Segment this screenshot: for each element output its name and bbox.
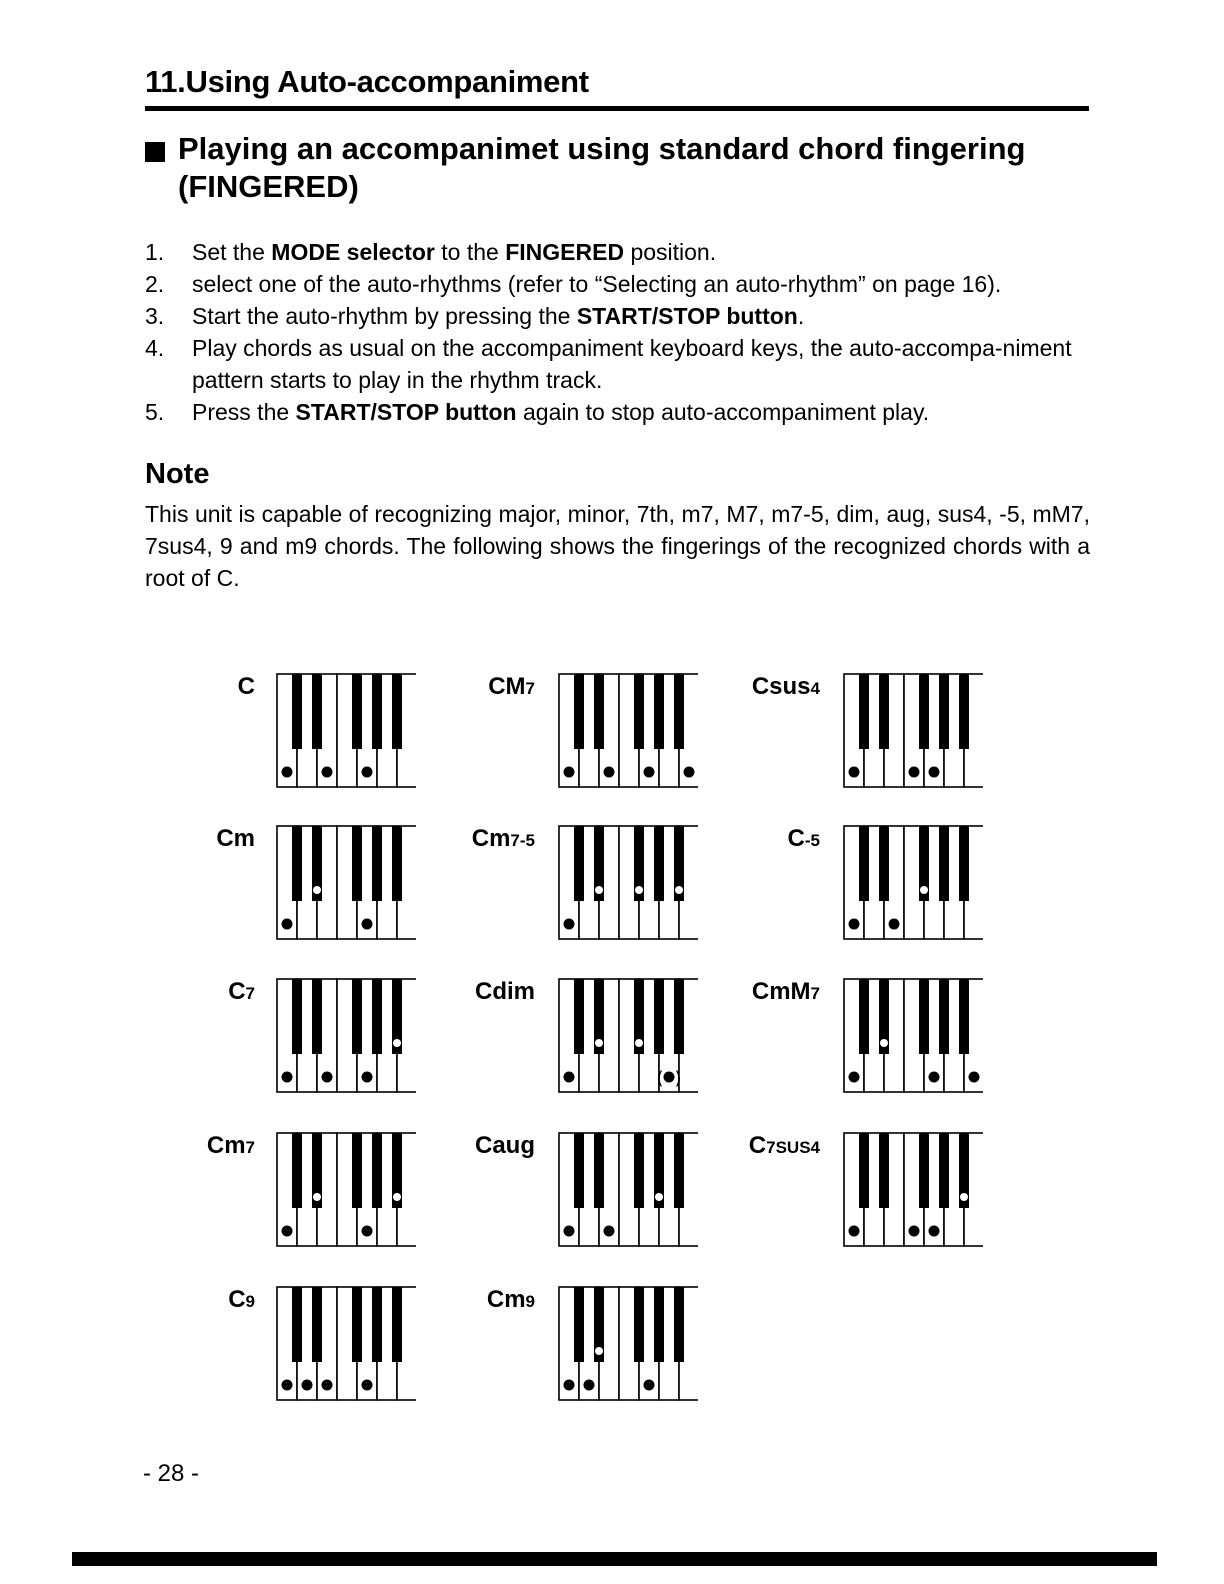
white-key-dot (282, 1072, 293, 1083)
step-text: to the (434, 239, 506, 265)
black-key (654, 979, 664, 1054)
steps-list (145, 236, 1095, 428)
chord-label (145, 673, 255, 701)
black-key-dot (675, 886, 683, 894)
keyboard-diagram (558, 978, 698, 1093)
white-key-dot (969, 1072, 980, 1083)
black-key (312, 674, 322, 749)
black-key (312, 1287, 322, 1362)
white-key-dot (362, 919, 373, 930)
black-key-dot (655, 1193, 663, 1201)
chord-label (145, 978, 255, 1006)
step-number: 2. (145, 271, 165, 297)
black-key-dot (635, 886, 643, 894)
white-key-dot (362, 1072, 373, 1083)
step-item (145, 236, 1095, 268)
white-key-dot (282, 767, 293, 778)
black-key (879, 674, 889, 749)
chord-name: Cdim (475, 978, 535, 1005)
white-key-dot (644, 1380, 655, 1391)
black-key (634, 674, 644, 749)
step-number: 1. (145, 239, 165, 265)
black-key (594, 1133, 604, 1208)
black-key (352, 979, 362, 1054)
black-key-dot (313, 1193, 321, 1201)
chord-name: Csus (751, 673, 811, 700)
black-key (919, 979, 929, 1054)
black-key (859, 1133, 869, 1208)
black-key (292, 826, 302, 901)
white-key-dot (889, 919, 900, 930)
white-key-dot (849, 767, 860, 778)
keyboard-diagram (276, 978, 416, 1093)
step-item (145, 300, 1095, 332)
chord-suffix: 7-5 (510, 831, 535, 850)
chord-label (425, 978, 535, 1006)
white-key-dot (849, 1226, 860, 1237)
black-key (959, 979, 969, 1054)
black-key (919, 674, 929, 749)
chord-suffix: 7SUS4 (766, 1138, 820, 1157)
black-key (674, 1287, 684, 1362)
keyboard-diagram (276, 673, 416, 788)
black-key (859, 826, 869, 901)
keyboard-diagram (843, 1132, 983, 1247)
black-key (292, 674, 302, 749)
white-key-dot (282, 919, 293, 930)
black-key-dot (960, 1193, 968, 1201)
black-key (654, 826, 664, 901)
black-key (879, 1133, 889, 1208)
white-key-dot (282, 1380, 293, 1391)
step-emphasis: MODE selector (271, 239, 435, 265)
white-key-dot (564, 1072, 575, 1083)
optional-note-paren: ( (656, 1068, 664, 1089)
chord-label (710, 673, 820, 701)
step-text: Set the (192, 239, 272, 265)
black-key (634, 1133, 644, 1208)
chord-name: Cm (206, 1132, 246, 1159)
white-key-dot (322, 767, 333, 778)
black-key-dot (393, 1039, 401, 1047)
step-text: Play chords as usual on the accompaniment keyboard keys, the auto-accompa-niment pattern starts to play in the rhythm track. (192, 335, 1072, 393)
keyboard-diagram (558, 1286, 698, 1401)
black-key (939, 826, 949, 901)
black-key (674, 979, 684, 1054)
step-text: Start the auto-rhythm by pressing the (192, 303, 577, 329)
note-body: This unit is capable of recognizing major, minor, 7th, m7, M7, m7-5, dim, aug, sus4, -5, mM7, 7sus4, 9 and m9 chords. The following shows the fingerings of the recognized chords with a root of C. (145, 501, 1090, 591)
keyboard-diagram (843, 673, 983, 788)
black-key (879, 826, 889, 901)
white-key-dot (362, 767, 373, 778)
black-key-dot (595, 1039, 603, 1047)
chord-label (145, 1286, 255, 1314)
black-key (574, 826, 584, 901)
black-key-dot (880, 1039, 888, 1047)
step-item (145, 268, 1095, 300)
black-key (292, 979, 302, 1054)
chord-name: C (228, 1286, 246, 1313)
note-title: Note (145, 458, 210, 490)
step-item (145, 396, 1095, 428)
chord-name: Cm (486, 1286, 526, 1313)
chord-suffix: 9 (245, 1292, 255, 1311)
white-key-dot (322, 1380, 333, 1391)
black-key-dot (393, 1193, 401, 1201)
black-key (674, 1133, 684, 1208)
step-text: select one of the auto-rhythms (refer to “Selecting an auto-rhythm” on page 16). (192, 271, 1002, 297)
black-key (634, 1287, 644, 1362)
black-key (372, 674, 382, 749)
white-key-dot (362, 1380, 373, 1391)
white-key-dot (684, 767, 695, 778)
chord-name: Caug (475, 1132, 535, 1159)
chord-suffix: 4 (810, 679, 820, 698)
heading-text: Playing an accompanimet using standard chord fingering (FINGERED) (178, 131, 1026, 204)
page-number: - 28 - (143, 1460, 200, 1487)
black-key (674, 674, 684, 749)
white-key-dot (564, 767, 575, 778)
black-key (574, 1287, 584, 1362)
white-key-dot (929, 1226, 940, 1237)
optional-note-paren: ) (674, 1068, 682, 1089)
black-key (574, 979, 584, 1054)
square-bullet-icon (145, 142, 165, 162)
chord-name: CM (488, 673, 526, 700)
black-key (292, 1133, 302, 1208)
black-key-dot (313, 886, 321, 894)
chord-name: CmM (751, 978, 811, 1005)
chord-label (145, 825, 255, 853)
keyboard-diagram (558, 1132, 698, 1247)
keyboard-diagram (276, 1286, 416, 1401)
black-key (352, 674, 362, 749)
keyboard-diagram (558, 825, 698, 940)
white-key-dot (604, 1226, 615, 1237)
chord-label (145, 1132, 255, 1160)
white-key-dot (282, 1226, 293, 1237)
chord-suffix: 9 (525, 1292, 535, 1311)
chord-name: Cm (216, 825, 255, 852)
white-key-dot (584, 1380, 595, 1391)
black-key-dot (920, 886, 928, 894)
step-emphasis: START/STOP button (576, 303, 798, 329)
section-title: 11.Using Auto-accompaniment (145, 64, 589, 99)
white-key-dot (849, 919, 860, 930)
black-key (372, 826, 382, 901)
white-key-dot (849, 1072, 860, 1083)
step-number: 4. (145, 335, 165, 361)
black-key (939, 674, 949, 749)
black-key (859, 979, 869, 1054)
black-key (352, 1133, 362, 1208)
keyboard-diagram (276, 1132, 416, 1247)
black-key (959, 674, 969, 749)
white-key-dot (564, 1380, 575, 1391)
chord-name: C (748, 1132, 767, 1159)
white-key-dot (929, 767, 940, 778)
black-key (594, 674, 604, 749)
chord-name: Cm (471, 825, 511, 852)
black-key-dot (595, 886, 603, 894)
step-number: 5. (145, 399, 165, 425)
keyboard-diagram (276, 825, 416, 940)
black-key (959, 826, 969, 901)
black-key (392, 1287, 402, 1362)
chord-label (710, 978, 820, 1006)
white-key-dot (604, 767, 615, 778)
step-emphasis: START/STOP button (295, 399, 517, 425)
black-key (939, 979, 949, 1054)
chord-suffix: 7 (810, 984, 820, 1003)
black-key (654, 1287, 664, 1362)
bottom-bar (72, 1552, 1157, 1566)
chord-label (710, 1132, 820, 1160)
black-key (372, 1133, 382, 1208)
black-key (859, 674, 869, 749)
black-key (352, 1287, 362, 1362)
white-key-dot (664, 1072, 675, 1083)
black-key (292, 1287, 302, 1362)
chord-suffix: 7 (245, 984, 255, 1003)
black-key (392, 674, 402, 749)
chord-name: C (787, 825, 805, 852)
white-key-dot (564, 1226, 575, 1237)
white-key-dot (362, 1226, 373, 1237)
chord-label (710, 825, 820, 853)
white-key-dot (909, 1226, 920, 1237)
black-key (574, 1133, 584, 1208)
step-text: . (797, 303, 805, 329)
chord-name: C (237, 673, 255, 700)
white-key-dot (322, 1072, 333, 1083)
black-key (919, 1133, 929, 1208)
white-key-dot (564, 919, 575, 930)
black-key (654, 674, 664, 749)
step-item (145, 332, 1095, 396)
keyboard-diagram (843, 825, 983, 940)
chord-suffix: 7 (525, 679, 535, 698)
black-key (372, 979, 382, 1054)
chord-label (425, 1286, 535, 1314)
black-key (574, 674, 584, 749)
step-number: 3. (145, 303, 165, 329)
chord-name: C (228, 978, 246, 1005)
keyboard-diagram (843, 978, 983, 1093)
step-text: position. (624, 239, 717, 265)
black-key (352, 826, 362, 901)
step-text: Press the (192, 399, 296, 425)
chord-label (425, 673, 535, 701)
black-key (312, 979, 322, 1054)
chord-label (425, 825, 535, 853)
black-key-dot (635, 1039, 643, 1047)
white-key-dot (644, 767, 655, 778)
step-text: again to stop auto-accompaniment play. (516, 399, 930, 425)
black-key (939, 1133, 949, 1208)
title-rule (145, 106, 1089, 111)
black-key (392, 826, 402, 901)
chord-suffix: -5 (804, 831, 820, 850)
keyboard-diagram (558, 673, 698, 788)
chord-suffix: 7 (245, 1138, 255, 1157)
white-key-dot (909, 767, 920, 778)
chord-label (425, 1132, 535, 1160)
step-emphasis: FINGERED (505, 239, 625, 265)
white-key-dot (302, 1380, 313, 1391)
black-key-dot (595, 1347, 603, 1355)
black-key (372, 1287, 382, 1362)
white-key-dot (929, 1072, 940, 1083)
